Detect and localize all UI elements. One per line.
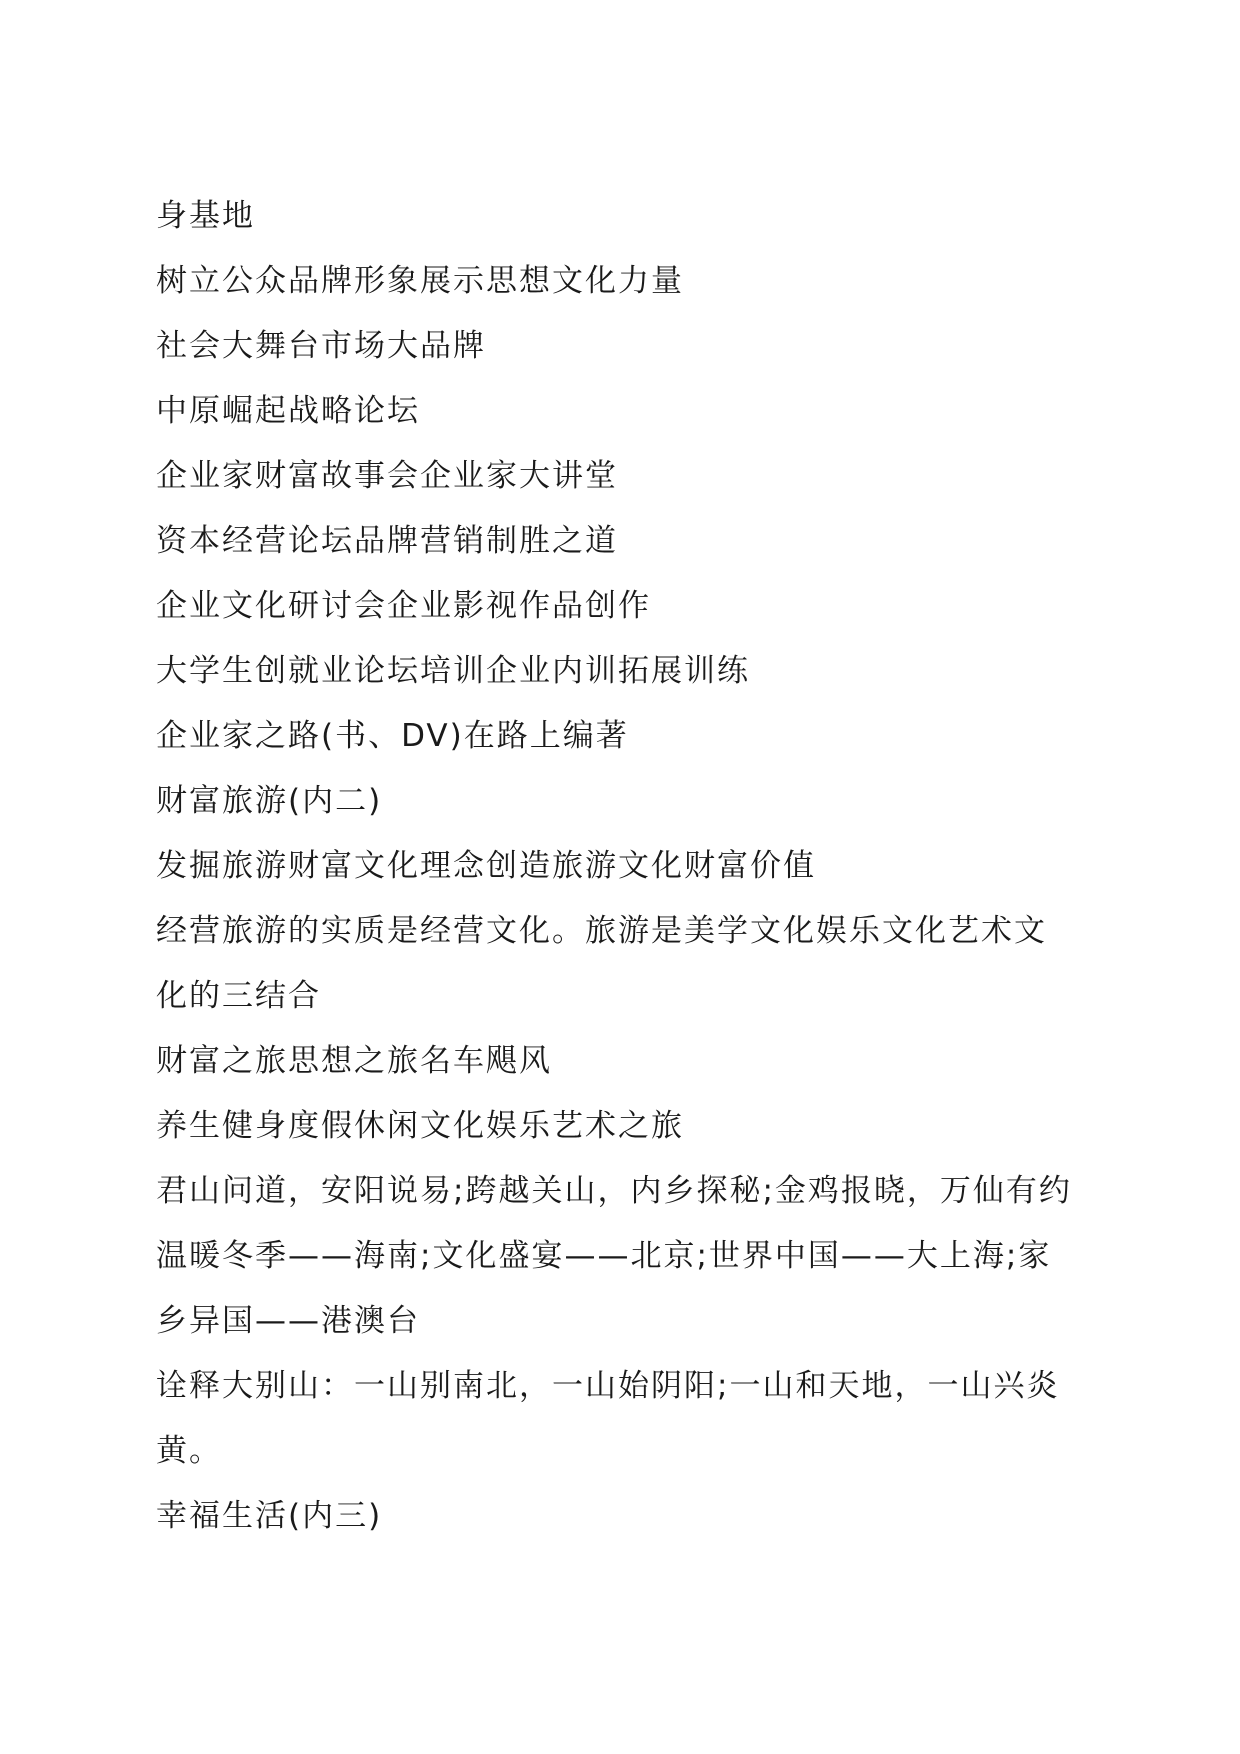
- text-line: 乡异国——港澳台: [156, 1303, 420, 1339]
- text-line: 君山问道，安阳说易;跨越关山，内乡探秘;金鸡报晓，万仙有约: [156, 1173, 1072, 1209]
- text-line: 中原崛起战略论坛: [156, 393, 420, 429]
- text-line: 社会大舞台市场大品牌: [156, 328, 486, 364]
- text-line: 化的三结合: [156, 978, 321, 1014]
- text-line: 经营旅游的实质是经营文化。旅游是美学文化娱乐文化艺术文: [156, 913, 1047, 949]
- text-line: 黄。: [156, 1433, 222, 1469]
- text-line: 养生健身度假休闲文化娱乐艺术之旅: [156, 1108, 684, 1144]
- document-body: [156, 184, 1086, 1549]
- section-heading: 幸福生活(内三): [156, 1498, 383, 1534]
- text-line: 企业文化研讨会企业影视作品创作: [156, 588, 651, 624]
- text-line: 大学生创就业论坛培训企业内训拓展训练: [156, 653, 750, 689]
- text-line: 身基地: [156, 198, 255, 234]
- text-line: 企业家财富故事会企业家大讲堂: [156, 458, 618, 494]
- section-heading: 财富旅游(内二): [156, 783, 383, 819]
- text-line: 财富之旅思想之旅名车飓风: [156, 1043, 552, 1079]
- text-line: 树立公众品牌形象展示思想文化力量: [156, 263, 684, 299]
- text-line: 企业家之路(书、DV)在路上编著: [156, 718, 629, 754]
- text-line: 发掘旅游财富文化理念创造旅游文化财富价值: [156, 848, 816, 884]
- text-line: 资本经营论坛品牌营销制胜之道: [156, 523, 618, 559]
- text-line: 温暖冬季——海南;文化盛宴——北京;世界中国——大上海;家: [156, 1238, 1052, 1274]
- text-line: 诠释大别山：一山别南北，一山始阴阳;一山和天地，一山兴炎: [156, 1368, 1060, 1404]
